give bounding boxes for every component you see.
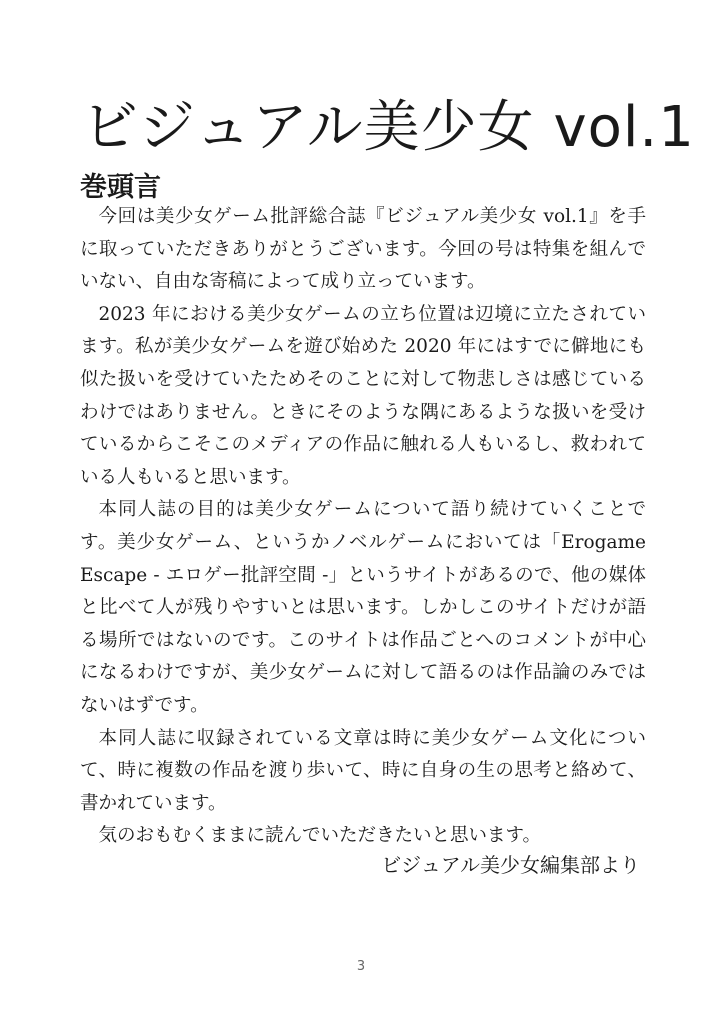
paragraph-2: 2023 年における美少女ゲームの立ち位置は辺境に立たされています。私が美少女ゲームを遊び始めた 2020 年にはすでに僻地にも似た扱いを受けていたためそのことに対して物悲しさは感じているわけではありません。ときにそのような隅にあるような扱いを受けているからこそこのメディアの作品に触れる人もいるし、救われている人もいると思います。 (80, 303, 646, 488)
page-title: ビジュアル美少女 vol.1 (82, 95, 695, 160)
section-heading: 巻頭言 (80, 172, 161, 203)
paragraph-3: 本同人誌の目的は美少女ゲームについて語り続けていくことです。美少女ゲーム、というかノベルゲームにおいては「Erogame Escape - エロゲー批評空間 -」というサイトがあるので、他の媒体と比べて人が残りやすいとは思います。しかしこのサイトだけが語る場所ではないのです。このサイトは作品ごとへのコメントが中心になるわけですが、美少女ゲームに対して語るのは作品論のみではないはずです。 (80, 499, 646, 716)
signature: ビジュアル美少女編集部より (381, 853, 640, 877)
paragraph-1: 今回は美少女ゲーム批評総合誌『ビジュアル美少女 vol.1』を手に取っていただきありがとうございます。今回の号は特集を組んでいない、自由な寄稿によって成り立っています。 (80, 206, 646, 293)
body-text (80, 201, 646, 853)
page-number: 3 (356, 959, 366, 974)
paragraph-5: 気のおもむくままに読んでいただきたいと思います。 (98, 825, 542, 847)
paragraph-4: 本同人誌に収録されている文章は時に美少女ゲーム文化について、時に複数の作品を渡り歩いて、時に自身の生の思考と絡めて、書かれています。 (80, 727, 646, 814)
